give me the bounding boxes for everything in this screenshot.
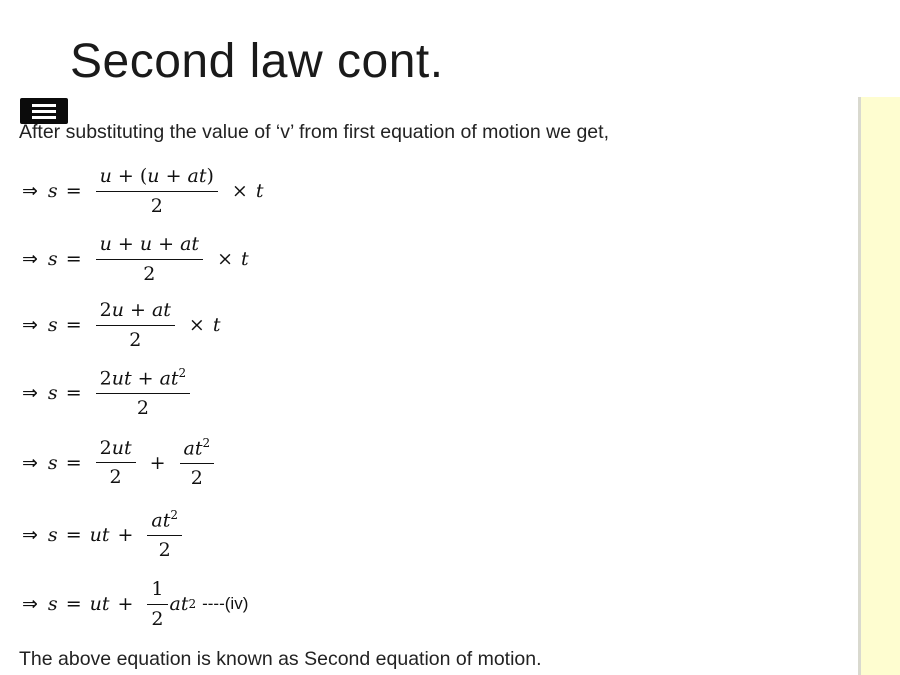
implies-arrow: ⇒ xyxy=(22,451,38,474)
equation-5: ⇒ s = $\frac{2ut}{2}$ + $\frac{at^2}{2}$ xyxy=(22,436,220,490)
implies-arrow: ⇒ xyxy=(22,381,38,404)
implies-arrow: ⇒ xyxy=(22,593,38,616)
fraction: $\frac{2u + at}{2}$ xyxy=(96,299,175,352)
equation-1: ⇒ s = $\frac{u + (u + at)}{2}$ × t xyxy=(22,165,264,217)
equation-3: ⇒ s = $\frac{2u + at}{2}$ × t xyxy=(22,299,221,351)
implies-arrow: ⇒ xyxy=(22,180,38,203)
equation-4: ⇒ s = $\frac{2ut + at^2}{2}$ xyxy=(22,366,196,420)
intro-text: After substituting the value of ‘v’ from first equation of motion we get, xyxy=(19,121,609,143)
equation-tag: ----(iv) xyxy=(202,594,249,614)
fraction: $\frac{at^2}{2}$ xyxy=(147,508,182,562)
implies-arrow: ⇒ xyxy=(22,314,38,337)
fraction: $\frac{2ut + at^2}{2}$ xyxy=(96,366,191,420)
side-strip xyxy=(858,97,900,675)
implies-arrow: ⇒ xyxy=(22,248,38,271)
implies-arrow: ⇒ xyxy=(22,523,38,546)
equation-6: ⇒ s = ut + $\frac{at^2}{2}$ xyxy=(22,508,188,562)
outro-text: The above equation is known as Second equation of motion. xyxy=(19,648,542,670)
fraction: $\frac{u + (u + at)}{2}$ xyxy=(96,165,218,218)
equation-2: ⇒ s = $\frac{u + u + at}{2}$ × t xyxy=(22,233,249,285)
slide-title: Second law cont. xyxy=(70,35,444,88)
fraction: $\frac{u + u + at}{2}$ xyxy=(96,233,203,286)
fraction: $\frac{2ut}{2}$ xyxy=(96,437,136,490)
fraction: $\frac{1}{2}$ xyxy=(147,578,167,631)
fraction: $\frac{at^2}{2}$ xyxy=(180,436,215,490)
equation-7: ⇒ s = ut + $\frac{1}{2}$ at 2 ----(iv) xyxy=(22,578,249,630)
